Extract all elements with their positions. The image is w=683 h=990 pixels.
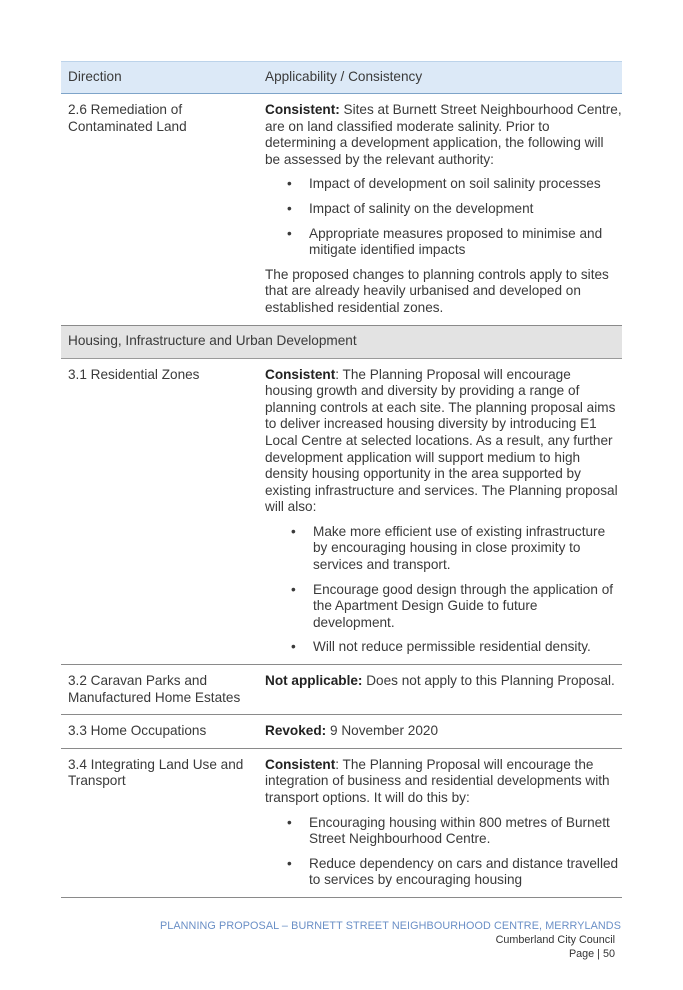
applicability-2-6 xyxy=(263,94,622,325)
list-item: • Encourage good design through the application of the Apartment Design Guide to future development. xyxy=(291,581,614,630)
table-row-3-2 xyxy=(61,665,622,715)
page-footer xyxy=(160,919,621,961)
bullet-icon: • xyxy=(287,200,292,216)
bullet-icon: • xyxy=(287,855,292,871)
council-name: Cumberland City Council xyxy=(495,934,615,946)
bullet-list-3-1 xyxy=(265,524,622,656)
applicability-3-4 xyxy=(263,749,622,897)
header-direction: Direction xyxy=(68,69,122,85)
intro-3-1: Consistent: The Planning Proposal will encourage housing growth and diversity by providing a range of planning controls at each site. The planning proposal aims to deliver increased housing diversity by introducing E1 Local Centre at selected locations. As a result, any further development application will support medium to high density housing opportunity in the area supported by existing infrastructure and services. The Planning proposal will also: xyxy=(265,366,618,515)
table-row-2-6 xyxy=(61,94,622,326)
document-title: PLANNING PROPOSAL – BURNETT STREET NEIGHBOURHOOD CENTRE, MERRYLANDS xyxy=(159,920,621,932)
list-item: • Reduce dependency on cars and distance travelled to services by encouraging housing xyxy=(287,855,619,888)
direction-3-1: 3.1 Residential Zones xyxy=(68,366,200,382)
bullet-list-3-4 xyxy=(265,815,622,889)
section-header-row: Housing, Infrastructure and Urban Development xyxy=(61,326,622,359)
bullet-icon: • xyxy=(287,176,292,192)
header-applicability: Applicability / Consistency xyxy=(265,69,423,85)
list-item: • Make more efficient use of existing infrastructure by encouraging housing in close proximity to services and transport. xyxy=(291,523,606,573)
direction-3-3: 3.3 Home Occupations xyxy=(68,723,207,739)
consistency-table xyxy=(61,61,622,898)
table-row-3-1 xyxy=(61,359,622,666)
bullet-icon: • xyxy=(291,639,296,655)
list-item: • Impact of salinity on the development xyxy=(287,200,534,216)
applicability-3-3: Revoked: 9 November 2020 xyxy=(265,723,439,739)
status-label: Revoked: xyxy=(265,723,327,739)
status-label: Consistent xyxy=(265,366,336,382)
status-label: Not applicable: xyxy=(265,673,363,689)
bullet-icon: • xyxy=(287,225,292,241)
direction-3-2: 3.2 Caravan Parks and Manufactured Home Estates xyxy=(68,673,241,705)
bullet-list-2-6 xyxy=(265,176,622,258)
table-row-3-4 xyxy=(61,749,622,898)
status-label: Consistent: xyxy=(265,102,340,117)
intro-2-6: Consistent: Sites at Burnett Street Neighbourhood Centre, are on land classified moderate salinity. Prior to determining a development application, the following will be assessed by the relevant authority: xyxy=(265,102,622,167)
closing-2-6: The proposed changes to planning controls apply to sites that are already heavily urbanised and developed on established residential zones. xyxy=(265,266,609,315)
direction-2-6: 2.6 Remediation of Contaminated Land xyxy=(68,102,187,134)
bullet-icon: • xyxy=(291,581,296,597)
list-item: • Encouraging housing within 800 metres of Burnett Street Neighbourhood Centre. xyxy=(287,814,610,847)
table-header-row xyxy=(61,61,622,94)
applicability-3-2: Not applicable: Does not apply to this Planning Proposal. xyxy=(265,673,615,689)
page-number: Page | 50 xyxy=(568,948,615,960)
table-row-3-3 xyxy=(61,715,622,749)
list-item: • Will not reduce permissible residential density. xyxy=(291,639,591,655)
list-item: • Impact of development on soil salinity processes xyxy=(287,176,601,192)
direction-3-4: 3.4 Integrating Land Use and Transport xyxy=(68,756,244,789)
list-item: • Appropriate measures proposed to minimise and mitigate identified impacts xyxy=(287,225,603,258)
bullet-icon: • xyxy=(291,523,296,539)
applicability-3-1 xyxy=(263,359,622,665)
bullet-icon: • xyxy=(287,814,292,830)
status-label: Consistent xyxy=(265,756,336,772)
intro-3-4: Consistent: The Planning Proposal will encourage the integration of business and residential developments with transport options. It will do this by: xyxy=(265,756,610,805)
